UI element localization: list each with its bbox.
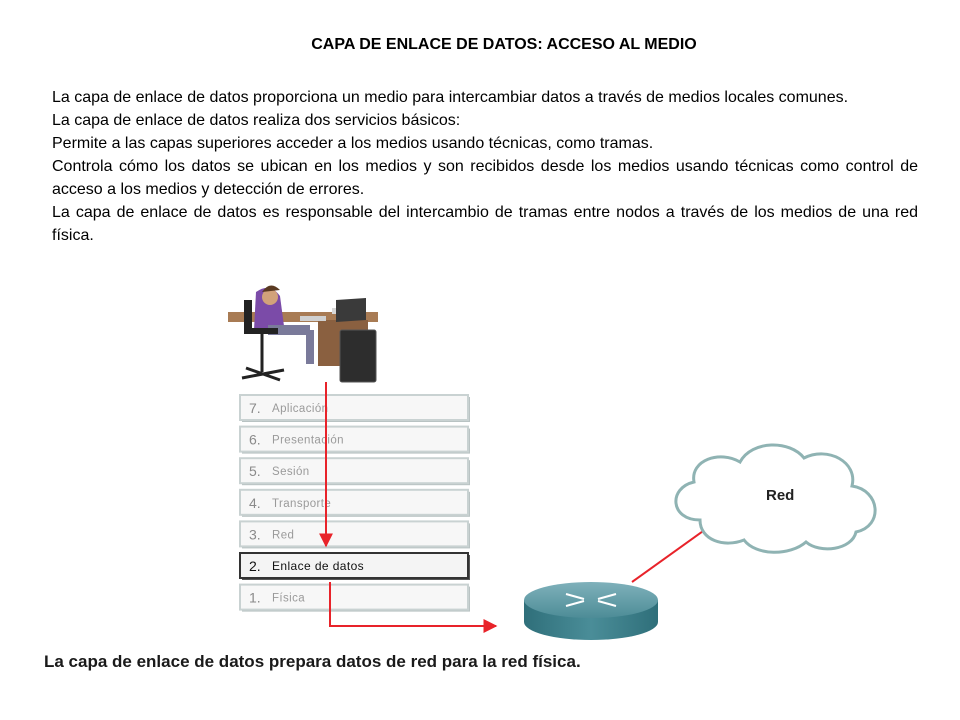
layer-number: 1. (249, 589, 261, 606)
router-icon (524, 582, 658, 640)
osi-layer-stack (240, 395, 470, 612)
workstation-illustration (228, 285, 378, 382)
layer-label: Transporte (272, 497, 332, 510)
layer-label: Aplicación (272, 403, 329, 415)
slide-title: CAPA DE ENLACE DE DATOS: ACCESO AL MEDIO (311, 36, 697, 53)
layer-label: Sesión (272, 466, 310, 479)
osi-layer (240, 585, 470, 612)
paragraph: La capa de enlace de datos es responsable del intercambio de tramas entre nodos a través de los medios de una red física. (52, 204, 918, 244)
layer-label: Red (272, 529, 295, 542)
osi-layer (240, 553, 470, 580)
layer-number: 2. (249, 558, 261, 574)
osi-layer (240, 490, 470, 517)
layer-number: 4. (249, 494, 261, 511)
osi-layer (240, 395, 470, 422)
layer-label: Física (272, 592, 306, 605)
layer-number: 6. (249, 431, 261, 448)
layer-number: 7. (249, 400, 261, 416)
layer-label: Enlace de datos (272, 559, 365, 573)
paragraph: La capa de enlace de datos realiza dos servicios básicos: (52, 112, 461, 129)
layer-label: Presentación (272, 434, 344, 447)
paragraph: Permite a las capas superiores acceder a los medios usando técnicas, como tramas. (52, 135, 654, 152)
layer-number: 3. (249, 526, 261, 543)
osi-layer (240, 521, 470, 548)
layer-number: 5. (249, 463, 261, 480)
osi-layer (240, 458, 470, 485)
cloud-label: Red (766, 487, 795, 504)
paragraph: Controla cómo los datos se ubican en los medios y son recibidos desde los medios usando técnicas como control de acceso a los medios y detección de errores. (52, 158, 918, 198)
osi-layer (240, 427, 470, 454)
paragraph: La capa de enlace de datos proporciona un medio para intercambiar datos a través de medios locales comunes. (52, 89, 849, 106)
diagram-caption: La capa de enlace de datos prepara datos de red para la red física. (44, 652, 581, 671)
